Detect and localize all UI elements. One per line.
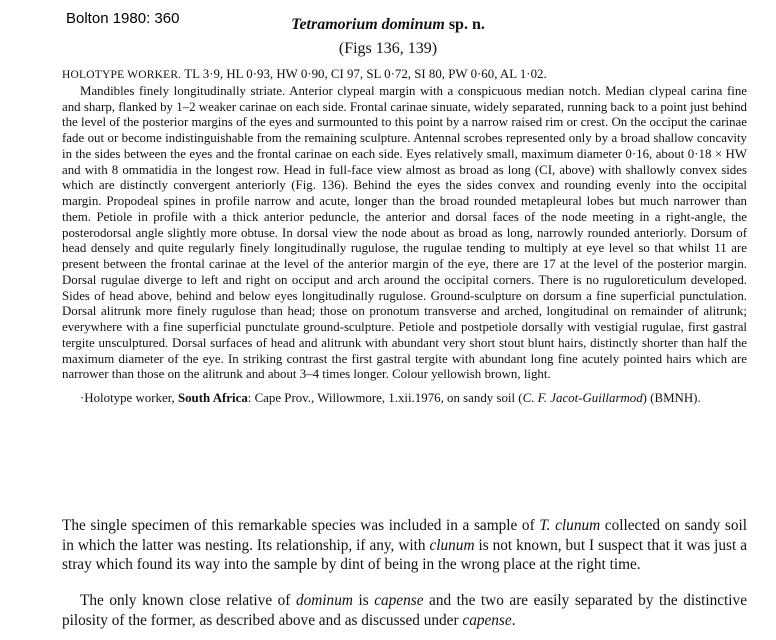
discussion-paragraph-2: [62, 591, 747, 630]
discussion-paragraph-1: [62, 516, 747, 575]
type-country: South Africa: [177, 391, 248, 405]
para2-text-c: and the two are easily separated by the distinctive pilosity of the former, as described above and as discussed under: [62, 592, 747, 629]
species-name: Tetramorium dominum: [291, 16, 445, 33]
morphology-description: Mandibles finely longitudinally striate. Anterior clypeal margin with a conspicuous median notch. Median clypeal carina fine and sharp, flanked by 1–2 weaker carinae on each side. Frontal carinae sinuate, widely separated, running back to a point just behind the level of the posterior margins of the eyes and surmounted to this point by a narrow raised rim or crest. On the occiput the carinae fade out or become indistinguishable from the remaining sculpture. Antennal scrobes represented only by a broad shallow concavity in the sides between the eyes and the frontal carinae on each side. Eyes relatively small, maximum diameter 0·16, about 0·18 × HW and with 8 ommatidia in the longest row. Head in full-face view almost as broad as long (CI, above) with shallowly convex sides which are distinctly convergent anteriorly (Fig. 136). Behind the eyes the sides convex and rounding evenly into the occipital margin. Propodeal spines in profile narrow and acute, longer than the broad rounded metapleural lobes but much narrower than them. Petiole in profile with a thick anterior peduncle, the anterior and dorsal faces of the node meeting in a right-angle, the posterodorsal angle slightly more obtuse. In dorsal view the node about as broad as long, narrowly rounded anteriorly. Dorsum of head densely and quite regularly finely longitudinally rugulose, the rugulae tending to multiply at eye level so that whilst 11 are present between the frontal carinae at the level of the anterior margin of the eye, there are 17 at the level of the posterior margin. Dorsal rugulae diverge to left and right on occiput and arch around the occipital corners. There is no ruguloreticulum developed. Sides of head above, behind and below eyes longitudinally rugulose. Ground-sculpture on dorsum a fine superficial punctulation. Dorsal alitrunk more finely rugulose than head; those on pronotum transverse and arched, longitudinal on remainder of alitrunk; everywhere with a fine superficial punctulate ground-sculpture. Petiole and postpetiole dorsally with vestigial rugulae, first gastral tergite unsculptured. Dorsal surfaces of head and alitrunk with abundant very short stout blunt hairs, distinctly shorter than half the maximum diameter of the eye. In striking contrast the first gastral tergite with abundant long fine acutely pointed hairs which are narrower than those on the alitrunk and about 3–4 times longer. Colour yellowish brown, light.: [62, 83, 747, 382]
para2-text-a: The only known close relative of: [80, 592, 296, 609]
para1-text-c: is not known, but I suspect that it was just a stray which found its way into the sample by dint of being in the wrong place at the right time.: [62, 536, 747, 573]
species-status: sp. n.: [444, 16, 485, 33]
para2-species-3: capense: [462, 611, 512, 629]
holotype-measurements: TL 3·9, HL 0·93, HW 0·90, CI 97, SL 0·72, SI 80, PW 0·60, AL 1·02.: [181, 67, 547, 81]
para1-text-b: collected on sandy soil in which the latter was nesting. Its relationship, if any, with: [62, 517, 747, 554]
holotype-measurements-line: [62, 67, 747, 84]
species-title: [0, 16, 776, 34]
para2-text-d: .: [511, 611, 516, 629]
type-suffix: ) (BMNH).: [642, 391, 701, 405]
para2-species-1: dominum: [295, 592, 353, 609]
para2-species-2: capense: [374, 592, 424, 609]
para2-text-b: is: [352, 592, 375, 609]
type-locality: [62, 391, 747, 407]
type-prefix: ·Holotype worker,: [80, 391, 178, 405]
description-block: [62, 67, 747, 407]
para1-species-2: clunum: [429, 536, 475, 554]
figure-reference: (Figs 136, 139): [338, 40, 438, 57]
type-collector: C. F. Jacot-Guillarmod: [522, 391, 643, 405]
type-locality-text: : Cape Prov., Willowmore, 1.xii.1976, on sandy soil (: [247, 391, 523, 405]
citation-label: Bolton 1980: 360: [66, 10, 180, 27]
holotype-label: HOLOTYPE WORKER.: [62, 69, 182, 81]
para1-species-1: T. clunum: [539, 517, 601, 534]
para1-text-a: The single specimen of this remarkable species was included in a sample of: [62, 517, 540, 534]
